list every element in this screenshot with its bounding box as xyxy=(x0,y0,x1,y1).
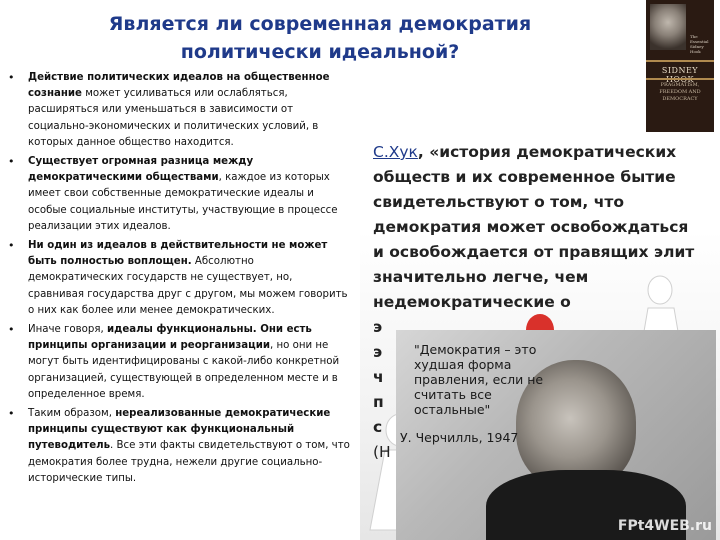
fragment: (Н xyxy=(373,443,391,461)
bullet-dot: • xyxy=(8,323,15,337)
bullet-text: . Все эти факты свидетельствуют о том, что демократия более трудна, нежели другие социально-исторические типы. xyxy=(28,440,350,484)
book-cover-image xyxy=(646,0,714,132)
bullet-text: , каждое из которых имеет свои собственные демократические идеалы и особые социальные институты, участвующие в процессе реализации этих идеалов. xyxy=(28,172,338,232)
bullet-dot: • xyxy=(8,407,15,421)
bullet-dot: • xyxy=(8,71,15,84)
slide-title xyxy=(95,10,545,66)
fragment: с xyxy=(373,418,383,436)
book-stripe xyxy=(646,60,714,62)
bullet-text: Абсолютно демократических государств не существует, но, сравнивая государства друг с другом, мы можем говорить о них как более или менее демократических. xyxy=(28,256,348,316)
watermark: FPt4WEB.ru xyxy=(617,518,712,534)
book-subtitle: PRAGMATISM, FREEDOM AND DEMOCRACY xyxy=(659,82,701,102)
bullet-bold: Ни один из идеалов в действительности не может быть полностью воплощен. xyxy=(28,240,328,268)
bullet-pre: Иначе говоря, xyxy=(28,324,107,336)
title-line-1: Является ли современная демократия xyxy=(108,13,532,35)
bullet-list xyxy=(8,70,350,490)
title-line-2: политически идеальной? xyxy=(180,41,460,63)
fragment: ч xyxy=(373,368,384,386)
bullet-dot: • xyxy=(8,239,15,253)
bullet-item xyxy=(8,70,350,151)
bullet-text: может усиливаться или ослабляться, расширяться или уменьшаться в зависимости от социально-экономических и политических условий, в которых данное общество находится. xyxy=(28,88,319,148)
book-small-text: The Essential Sidney Hook xyxy=(690,34,709,54)
bullet-pre: Таким образом, xyxy=(28,408,116,420)
bullet-item xyxy=(8,238,350,319)
bullet-item xyxy=(8,322,350,403)
bullet-item xyxy=(8,154,350,235)
fragment: п xyxy=(373,393,384,411)
bullet-item xyxy=(8,406,350,487)
churchill-photo xyxy=(396,330,716,540)
book-author: SIDNEY xyxy=(661,66,699,75)
bullet-bold: Существует огромная разница между демократическими обществами xyxy=(28,156,254,184)
author-portrait xyxy=(650,4,686,50)
bullet-dot: • xyxy=(8,155,15,169)
fragment: э xyxy=(373,343,383,361)
churchill-quote: "Демократия – это худшая форма правления, если не считать все остальные" xyxy=(414,342,544,417)
fragment: э xyxy=(373,318,383,336)
book-stripe xyxy=(646,78,714,80)
bullet-bold: нереализованные демократические принципы существуют как функциональный путеводитель xyxy=(28,408,331,452)
bullet-bold: идеалы функциональны. Они есть принципы организации и реорганизации xyxy=(28,324,312,352)
hook-quote-text: , «история демократических обществ и их современное бытие свидетельствуют о том, что демократия может освобождаться и освобождается от правящих элит значительно легче, чем недемократические о xyxy=(373,143,695,311)
bullet-text: , но они не могут быть идентифицированы с какой-либо конкретной организацией, существующей в определенном месте и в определенное время. xyxy=(28,340,340,400)
churchill-author: У. Черчилль, 1947 xyxy=(400,430,519,445)
hook-author-link[interactable]: С.Хук xyxy=(373,143,418,161)
bullet-bold: Действие политических идеалов на общественное сознание xyxy=(28,72,330,100)
